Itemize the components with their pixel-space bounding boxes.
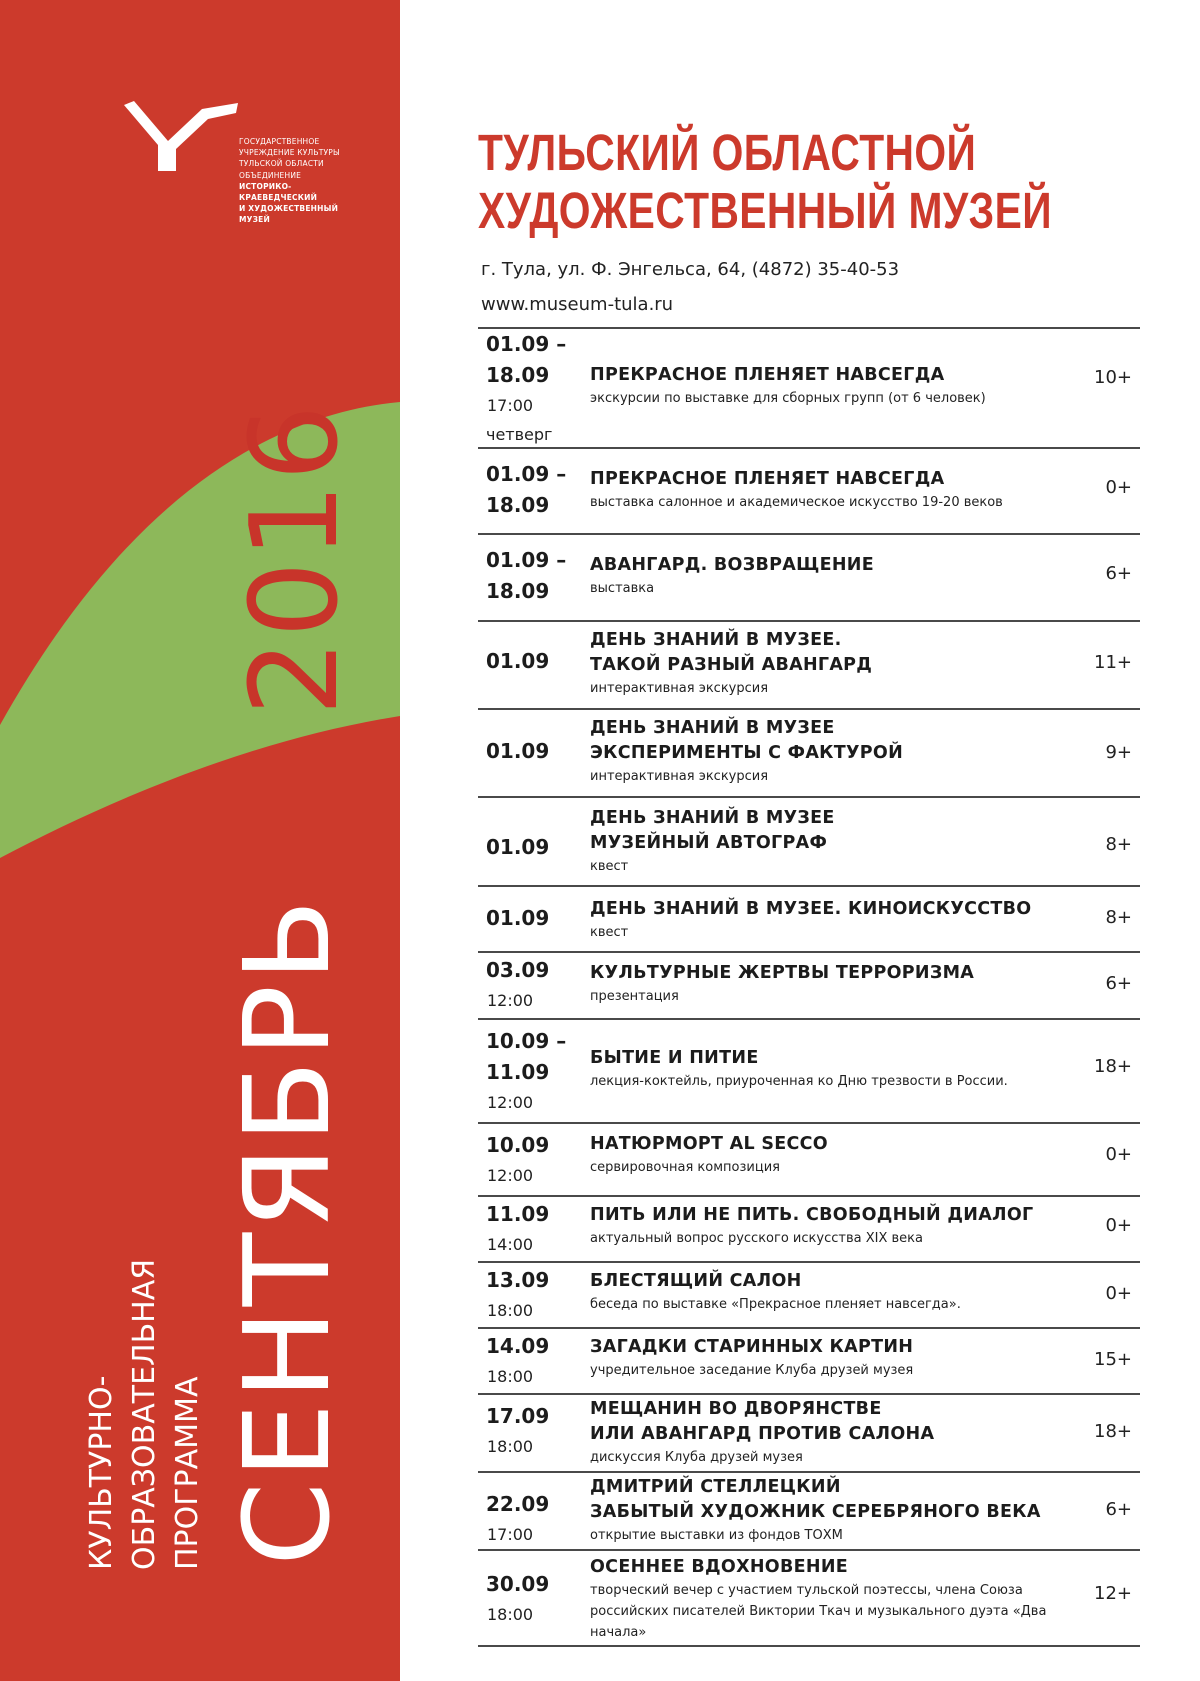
event-date-block bbox=[486, 1569, 582, 1630]
event-row bbox=[478, 953, 1140, 1020]
event-info bbox=[590, 363, 1060, 409]
event-time: 12:00 bbox=[487, 1093, 534, 1112]
event-title: ДЕНЬ ЗНАНИЙ В МУЗЕЕ bbox=[590, 808, 835, 828]
event-date-block bbox=[486, 1331, 582, 1392]
program-label bbox=[80, 1259, 209, 1570]
event-row bbox=[478, 1197, 1140, 1263]
event-description: экскурсии по выставке для сборных групп (от 6 человек) bbox=[590, 391, 986, 406]
event-info bbox=[590, 1046, 1060, 1092]
event-title: ЗАБЫТЫЙ ХУДОЖНИК СЕРЕБРЯНОГО ВЕКА bbox=[590, 1502, 1041, 1522]
event-title: НАТЮРМОРТ AL SECCO bbox=[590, 1134, 828, 1154]
event-title: ДЕНЬ ЗНАНИЙ В МУЗЕЕ bbox=[590, 718, 835, 738]
event-row bbox=[478, 1329, 1140, 1395]
age-rating: 0+ bbox=[1105, 477, 1132, 498]
event-date: 01.09 bbox=[486, 739, 550, 763]
event-time: 18:00 bbox=[487, 1437, 534, 1456]
age-rating: 0+ bbox=[1105, 1283, 1132, 1304]
museum-title bbox=[478, 124, 1178, 240]
event-date-block bbox=[486, 955, 582, 1016]
event-row bbox=[478, 1473, 1140, 1551]
year-label: 2016 bbox=[226, 402, 365, 716]
event-date-block bbox=[486, 329, 582, 449]
age-rating: 8+ bbox=[1105, 834, 1132, 855]
month-label: СЕНТЯБРЬ bbox=[218, 896, 356, 1566]
event-row bbox=[478, 1263, 1140, 1329]
event-date: 10.09 bbox=[486, 1133, 550, 1157]
org-line: КРАЕВЕДЧЕСКИЙ bbox=[239, 193, 318, 203]
event-title: ЭКСПЕРИМЕНТЫ С ФАКТУРОЙ bbox=[590, 743, 904, 763]
age-rating: 0+ bbox=[1105, 1215, 1132, 1236]
event-title: ПРЕКРАСНОЕ ПЛЕНЯЕТ НАВСЕГДА bbox=[590, 469, 945, 489]
event-weekday: четверг bbox=[486, 425, 553, 444]
event-row bbox=[478, 798, 1140, 887]
program-line: ПРОГРАММА bbox=[170, 1376, 205, 1570]
age-rating: 15+ bbox=[1094, 1349, 1132, 1370]
museum-logo-icon bbox=[124, 101, 238, 171]
event-time: 17:00 bbox=[487, 1525, 534, 1544]
event-info bbox=[590, 467, 1060, 513]
org-line: И ХУДОЖЕСТВЕННЫЙ bbox=[239, 204, 339, 214]
event-description: квест bbox=[590, 859, 629, 874]
event-date-block bbox=[486, 1401, 582, 1462]
event-date: 22.09 bbox=[486, 1492, 550, 1516]
event-info bbox=[590, 628, 1060, 699]
event-date-block bbox=[486, 646, 582, 677]
event-title: АВАНГАРД. ВОЗВРАЩЕНИЕ bbox=[590, 555, 874, 575]
age-rating: 0+ bbox=[1105, 1144, 1132, 1165]
event-date: 30.09 bbox=[486, 1572, 550, 1596]
event-title: ПРЕКРАСНОЕ ПЛЕНЯЕТ НАВСЕГДА bbox=[590, 365, 945, 385]
address-text: г. Тула, ул. Ф. Энгельса, 64, (4872) 35-40-53 bbox=[481, 259, 900, 280]
event-title: ТАКОЙ РАЗНЫЙ АВАНГАРД bbox=[590, 655, 873, 675]
event-info bbox=[590, 961, 1060, 1007]
event-row bbox=[478, 710, 1140, 798]
event-description: беседа по выставке «Прекрасное пленяет навсегда». bbox=[590, 1297, 961, 1312]
event-date-block bbox=[486, 1130, 582, 1191]
event-info bbox=[590, 1397, 1060, 1468]
event-date-block bbox=[486, 1026, 582, 1118]
event-row bbox=[478, 1395, 1140, 1473]
event-title: ЗАГАДКИ СТАРИННЫХ КАРТИН bbox=[590, 1337, 914, 1357]
event-info bbox=[590, 553, 1060, 599]
event-date: 01.09 bbox=[486, 835, 550, 859]
event-date-block bbox=[486, 1265, 582, 1326]
event-info bbox=[590, 1335, 1060, 1381]
event-row bbox=[478, 1551, 1140, 1647]
event-date-block bbox=[486, 736, 582, 767]
event-info bbox=[590, 897, 1060, 943]
event-description: открытие выставки из фондов ТОХМ bbox=[590, 1528, 843, 1543]
event-date: 18.09 bbox=[486, 493, 550, 517]
event-time: 18:00 bbox=[487, 1605, 534, 1624]
event-date-block bbox=[486, 832, 582, 863]
org-line: МУЗЕЙ bbox=[239, 215, 270, 225]
org-line: ТУЛЬСКОЙ ОБЛАСТИ bbox=[239, 159, 324, 169]
event-row bbox=[478, 622, 1140, 710]
age-rating: 9+ bbox=[1105, 742, 1132, 763]
event-time: 14:00 bbox=[487, 1235, 534, 1254]
event-title: МЕЩАНИН ВО ДВОРЯНСТВЕ bbox=[590, 1399, 882, 1419]
event-row bbox=[478, 1124, 1140, 1197]
event-time: 17:00 bbox=[487, 396, 534, 415]
event-info bbox=[590, 1269, 1060, 1315]
event-date: 01.09 bbox=[486, 649, 550, 673]
title-line: ТУЛЬСКИЙ ОБЛАСТНОЙ bbox=[478, 124, 977, 181]
event-date: 18.09 bbox=[486, 579, 550, 603]
sidebar-band bbox=[0, 0, 400, 1681]
event-date: 14.09 bbox=[486, 1334, 550, 1358]
event-row bbox=[478, 449, 1140, 535]
event-time: 12:00 bbox=[487, 1166, 534, 1185]
org-line: УЧРЕЖДЕНИЕ КУЛЬТУРЫ bbox=[239, 148, 340, 158]
event-date: 11.09 bbox=[486, 1202, 550, 1226]
event-description: интерактивная экскурсия bbox=[590, 769, 769, 784]
event-title: ДЕНЬ ЗНАНИЙ В МУЗЕЕ. КИНОИСКУССТВО bbox=[590, 899, 1032, 919]
age-rating: 18+ bbox=[1094, 1421, 1132, 1442]
org-name-block bbox=[239, 136, 389, 226]
age-rating: 6+ bbox=[1105, 973, 1132, 994]
event-row bbox=[478, 1020, 1140, 1124]
event-description: презентация bbox=[590, 989, 679, 1004]
event-title: ОСЕННЕЕ ВДОХНОВЕНИЕ bbox=[590, 1557, 849, 1577]
event-description: сервировочная композиция bbox=[590, 1160, 780, 1175]
age-rating: 8+ bbox=[1105, 907, 1132, 928]
event-date-block bbox=[486, 1489, 582, 1550]
event-info bbox=[590, 716, 1060, 787]
event-info bbox=[590, 1132, 1060, 1178]
event-date: 18.09 bbox=[486, 363, 550, 387]
title-line: ХУДОЖЕСТВЕННЫЙ МУЗЕЙ bbox=[478, 182, 1052, 239]
event-info bbox=[590, 806, 1060, 877]
event-date: 11.09 bbox=[486, 1060, 550, 1084]
event-time: 12:00 bbox=[487, 991, 534, 1010]
event-description: учредительное заседание Клуба друзей музея bbox=[590, 1363, 914, 1378]
event-description: интерактивная экскурсия bbox=[590, 681, 769, 696]
event-date: 01.09 – bbox=[486, 462, 567, 486]
age-rating: 12+ bbox=[1094, 1583, 1132, 1604]
event-title: БЛЕСТЯЩИЙ САЛОН bbox=[590, 1271, 802, 1291]
event-description: дискуссия Клуба друзей музея bbox=[590, 1450, 803, 1465]
event-description: квест bbox=[590, 925, 629, 940]
event-date: 01.09 – bbox=[486, 548, 567, 572]
event-schedule bbox=[478, 327, 1140, 1647]
org-line: ГОСУДАРСТВЕННОЕ bbox=[239, 137, 320, 146]
event-title: ПИТЬ ИЛИ НЕ ПИТЬ. СВОБОДНЫЙ ДИАЛОГ bbox=[590, 1205, 1034, 1225]
program-line: ОБРАЗОВАТЕЛЬНАЯ bbox=[127, 1258, 162, 1570]
event-time: 18:00 bbox=[487, 1367, 534, 1386]
event-row bbox=[478, 887, 1140, 953]
event-info bbox=[590, 1475, 1060, 1546]
event-title: ДМИТРИЙ СТЕЛЛЕЦКИЙ bbox=[590, 1477, 841, 1497]
age-rating: 6+ bbox=[1105, 1499, 1132, 1520]
event-title: ИЛИ АВАНГАРД ПРОТИВ САЛОНА bbox=[590, 1424, 935, 1444]
event-date: 13.09 bbox=[486, 1268, 550, 1292]
event-date: 03.09 bbox=[486, 958, 550, 982]
program-line: КУЛЬТУРНО- bbox=[84, 1375, 119, 1570]
age-rating: 18+ bbox=[1094, 1056, 1132, 1077]
event-time: 18:00 bbox=[487, 1301, 534, 1320]
event-title: ДЕНЬ ЗНАНИЙ В МУЗЕЕ. bbox=[590, 630, 842, 650]
event-date: 01.09 bbox=[486, 906, 550, 930]
event-description: актуальный вопрос русского искусства XIX века bbox=[590, 1231, 923, 1246]
event-description: лекция-коктейль, приуроченная ко Дню трезвости в России. bbox=[590, 1074, 1008, 1089]
event-description: выставка bbox=[590, 581, 655, 596]
event-row bbox=[478, 329, 1140, 449]
event-info bbox=[590, 1203, 1060, 1249]
org-line: ОБЪЕДИНЕНИЕ bbox=[239, 170, 302, 180]
org-line: ИСТОРИКО- bbox=[239, 181, 292, 191]
event-description: творческий вечер с участием тульской поэтессы, члена Союза российских писателей Виктории Ткач и музыкального дуэта «Два начала» bbox=[590, 1583, 1047, 1640]
event-info bbox=[590, 1555, 1060, 1643]
event-date-block bbox=[486, 903, 582, 934]
event-date-block bbox=[486, 545, 582, 607]
website-link[interactable]: www.museum-tula.ru bbox=[481, 294, 674, 315]
event-row bbox=[478, 535, 1140, 622]
event-title: МУЗЕЙНЫЙ АВТОГРАФ bbox=[590, 833, 828, 853]
event-date-block bbox=[486, 1199, 582, 1260]
age-rating: 10+ bbox=[1094, 367, 1132, 388]
event-description: выставка салонное и академическое искусство 19-20 веков bbox=[590, 495, 1003, 510]
event-date: 01.09 – bbox=[486, 332, 567, 356]
age-rating: 11+ bbox=[1094, 652, 1132, 673]
event-date: 17.09 bbox=[486, 1404, 550, 1428]
event-date-block bbox=[486, 459, 582, 521]
age-rating: 6+ bbox=[1105, 563, 1132, 584]
event-title: БЫТИЕ И ПИТИЕ bbox=[590, 1048, 759, 1068]
event-title: КУЛЬТУРНЫЕ ЖЕРТВЫ ТЕРРОРИЗМА bbox=[590, 963, 975, 983]
event-date: 10.09 – bbox=[486, 1029, 567, 1053]
